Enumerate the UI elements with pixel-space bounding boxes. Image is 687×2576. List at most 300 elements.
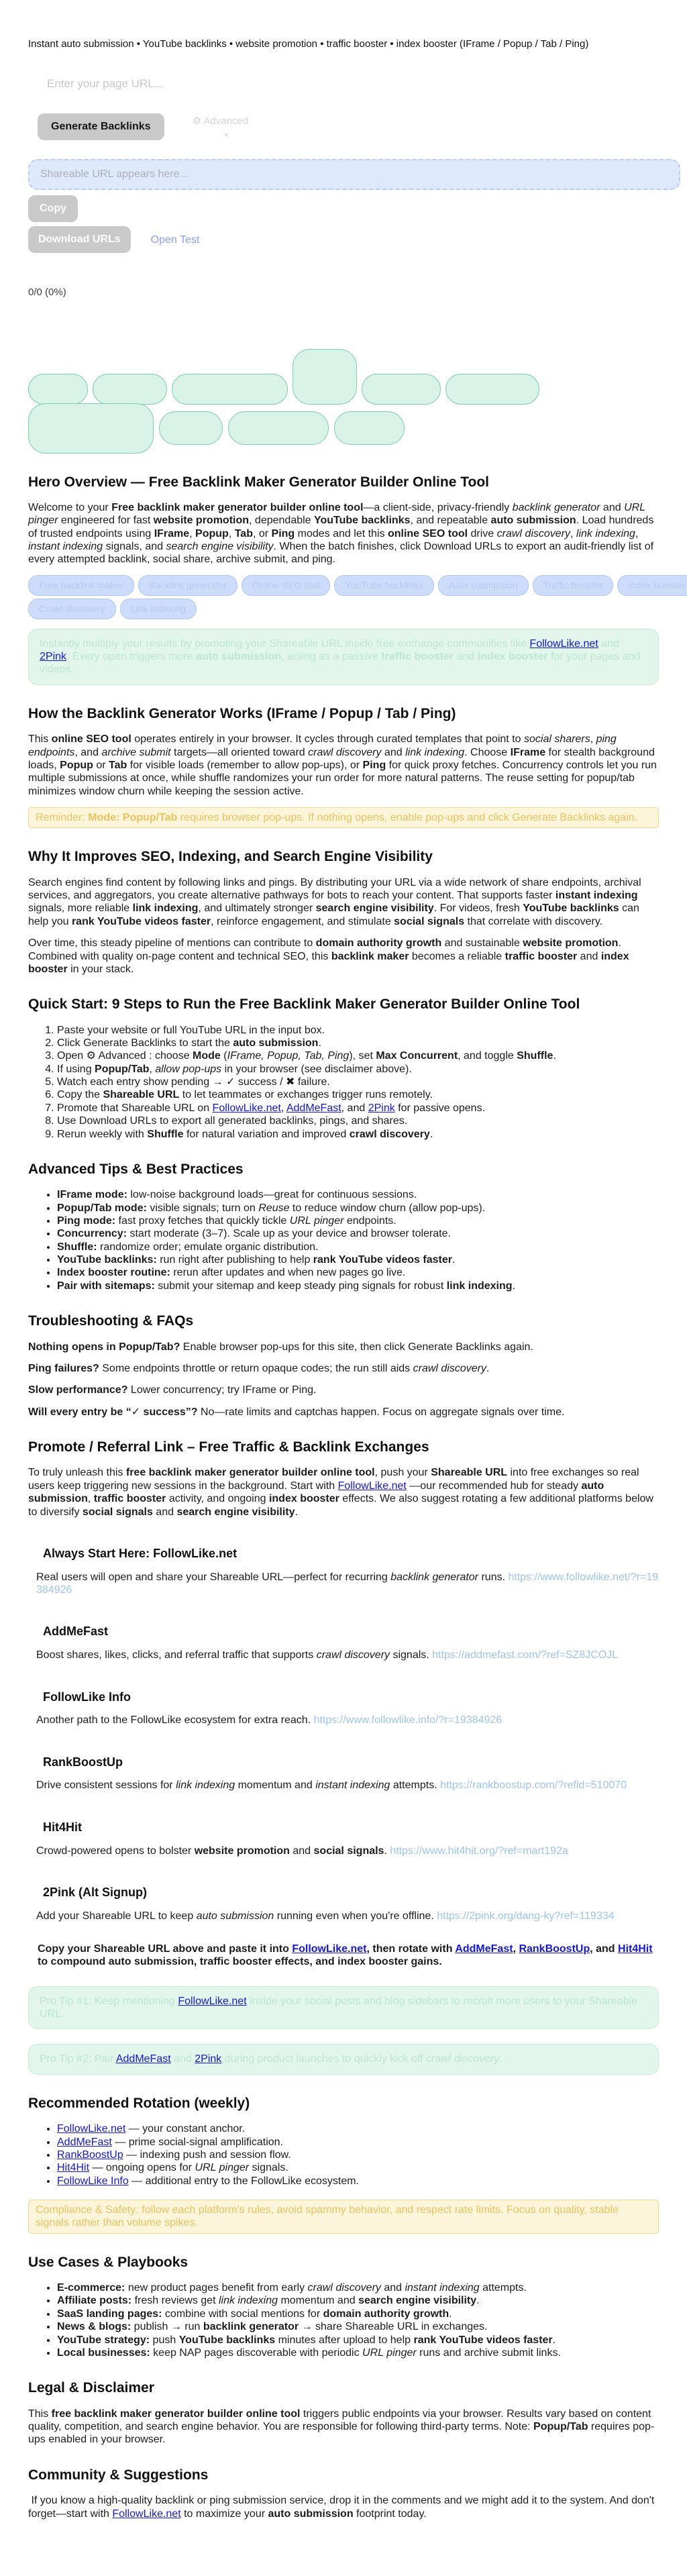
text-segment: backlink generator: [390, 1571, 479, 1583]
tip-banner: [28, 629, 659, 685]
inline-link[interactable]: FollowLike.net: [178, 1995, 247, 2007]
text-segment: , and: [74, 746, 102, 758]
referral-url-link[interactable]: https://www.followlike.info/?r=19384926: [313, 1714, 503, 1727]
text-segment: Paste your website or full YouTube URL in the input box.: [57, 1024, 325, 1036]
list-item: [57, 1024, 659, 1037]
text-segment: in your stack.: [67, 963, 134, 975]
text-segment: crawl discovery: [307, 2282, 381, 2294]
text-segment: drive: [468, 527, 497, 539]
paragraph: [28, 1466, 659, 1518]
text-segment: triggers public endpoints via your browser. Results vary based on content quality, competition, and search engine behavior. You are responsible for following third-party terms. Note:: [28, 2408, 651, 2433]
text-segment: search engine visibility: [358, 2295, 477, 2307]
text-segment: attempts.: [479, 2282, 527, 2294]
text-segment: to reduce window churn (allow pop-ups).: [289, 1202, 486, 1214]
text-segment: to maximize your: [180, 2508, 268, 2520]
text-segment: Affiliate posts:: [57, 2295, 132, 2307]
platform-card: [28, 1886, 659, 1922]
text-segment: for passive opens.: [394, 1102, 486, 1114]
platform-heading: Always Start Here: FollowLike.net: [43, 1546, 237, 1560]
text-segment: Nothing opens in Popup/Tab?: [28, 1341, 180, 1353]
list-item: [57, 1215, 659, 1227]
text-segment: that correlate with discovery.: [464, 915, 603, 927]
inline-link[interactable]: FollowLike Info: [57, 2175, 129, 2187]
text-segment: signals.: [249, 2162, 288, 2174]
shareable-url-output[interactable]: [28, 159, 680, 190]
text-segment: rank YouTube videos faster: [313, 1254, 452, 1266]
text-segment: .: [384, 1845, 390, 1857]
rotation-list: [28, 2122, 659, 2187]
text-segment: This: [28, 2408, 52, 2420]
text-segment: (: [220, 1050, 227, 1062]
text-segment: YouTube backlinks: [178, 2334, 276, 2346]
text-segment: Shuffle: [517, 1050, 553, 1062]
text-segment: Welcome to your: [28, 501, 112, 513]
meta-line: Instant auto submission • YouTube backlinks • website promotion • traffic booster • index booster (IFrame / Popup / Tab / Ping): [28, 38, 589, 50]
platform-heading: AddMeFast: [43, 1625, 109, 1639]
list-item: [57, 1253, 659, 1266]
keyword-chip: Auto submission: [438, 575, 529, 596]
text-segment: Instantly multiply your results by promoting your Shareable URL inside free exchange communities like: [40, 637, 530, 650]
inline-link[interactable]: Hit4Hit: [618, 1943, 653, 1955]
text-segment: website promotion: [194, 1845, 290, 1857]
inline-link[interactable]: 2Pink: [368, 1102, 395, 1114]
text-segment: Popup/Tab: [95, 1063, 150, 1075]
text-segment: and sustainable: [441, 937, 523, 949]
referral-url-link[interactable]: https://www.followlike.net/?r=19384926: [36, 1571, 659, 1596]
text-segment: Shuffle: [147, 1128, 184, 1140]
text-segment: Pro Tip #1: Keep mentioning: [40, 1995, 178, 2007]
inline-link[interactable]: AddMeFast: [455, 1943, 513, 1955]
progress-status: 0/0 (0%): [28, 287, 66, 299]
inline-link[interactable]: FollowLike.net: [292, 1943, 367, 1955]
list-item: [57, 1280, 659, 1292]
text-segment: Ping: [271, 527, 295, 539]
generate-row: [28, 113, 659, 140]
text-segment: link indexing: [218, 2295, 278, 2307]
text-segment: and: [380, 2282, 405, 2294]
inline-link[interactable]: FollowLike.net: [337, 1480, 407, 1492]
text-segment: link indexing: [405, 746, 465, 758]
text-segment: , acting as a passive: [281, 651, 382, 663]
text-segment: signals, more reliable: [28, 903, 133, 915]
text-segment: .: [553, 1050, 556, 1062]
text-segment: , and ultimately stronger: [198, 903, 316, 915]
referral-url-link[interactable]: https://2pink.org/dang-ky?ref=119334: [437, 1910, 615, 1922]
text-segment: Over time, this steady pipeline of mentions can contribute to: [28, 937, 316, 949]
paragraph: [28, 733, 659, 798]
text-segment: index booster: [268, 1493, 339, 1505]
text-segment: Index booster routine:: [57, 1267, 170, 1279]
text-segment: link indexing: [176, 1780, 235, 1792]
keyword-chip: Online SEO tool: [242, 575, 330, 596]
text-segment: Popup/Tab mode:: [57, 1202, 147, 1214]
text-segment: — indexing push and session flow.: [123, 2149, 291, 2161]
text-segment: URL pinger: [195, 2162, 250, 2174]
paragraph: [28, 1341, 659, 1353]
text-segment: Popup: [60, 759, 93, 771]
text-segment: Popup/Tab: [533, 2421, 588, 2433]
list-item: [57, 2334, 659, 2347]
text-segment: Concurrency:: [57, 1228, 127, 1240]
text-segment: run right after publishing to help: [156, 1254, 313, 1266]
text-segment: crawl discovery: [496, 527, 570, 539]
inline-link[interactable]: 2Pink: [40, 651, 67, 663]
text-segment: backlink maker: [331, 950, 409, 962]
text-segment: .: [452, 1254, 456, 1266]
text-segment: —a client-side, privacy-friendly: [363, 501, 513, 513]
text-segment: modes and let this: [295, 527, 388, 539]
text-segment: new product pages benefit from early: [125, 2282, 308, 2294]
text-segment: and: [381, 746, 406, 758]
referral-url-link[interactable]: https://addmefast.com/?ref=SZ8JCOJL: [432, 1649, 619, 1661]
text-segment: — your constant anchor.: [125, 2123, 246, 2135]
text-segment: and: [600, 501, 625, 513]
text-segment: News & blogs:: [57, 2321, 131, 2333]
text-segment: activity, and ongoing: [166, 1493, 269, 1505]
text-segment: auto submission: [268, 2508, 354, 2520]
text-segment: traffic booster: [505, 950, 578, 962]
text-segment: YouTube backlinks:: [57, 1254, 157, 1266]
text-segment: Local businesses:: [57, 2347, 150, 2359]
text-segment: , and repeatable: [410, 515, 491, 527]
keyword-chip: Link indexing: [120, 599, 197, 619]
text-segment: . When the batch finishes, click Download URLs to export an audit-friendly list of every attempted backlink, social share, archive submit, and ping.: [28, 541, 654, 566]
text-segment: requires browser pop-ups. If nothing opens, enable pop-ups and click Generate Backlinks again.: [177, 812, 638, 823]
list-item: [57, 1049, 659, 1062]
text-segment: ,: [228, 527, 235, 539]
paragraph: [28, 1406, 659, 1419]
text-segment: Copy your Shareable URL above and paste it into: [38, 1943, 293, 1955]
text-segment: Crowd-powered opens to bolster: [36, 1845, 195, 1857]
section-heading: Advanced Tips & Best Practices: [28, 1161, 244, 1177]
text-segment: Copy the: [57, 1089, 103, 1101]
text-segment: .: [318, 1037, 321, 1049]
text-segment: , reinforce engagement, and stimulate: [211, 915, 394, 927]
inline-link[interactable]: RankBoostUp: [57, 2149, 123, 2161]
text-segment: endpoints.: [344, 1215, 397, 1227]
text-segment: engineered for fast: [58, 515, 154, 527]
generate-backlinks-button[interactable]: Generate Backlinks: [38, 113, 164, 140]
text-segment: → share Shareable URL in exchanges.: [299, 2321, 488, 2333]
text-segment: instant indexing: [405, 2282, 480, 2294]
text-segment: IFrame, Popup, Tab, Ping: [227, 1050, 350, 1062]
text-segment: search engine visibility: [315, 903, 434, 915]
text-segment: YouTube strategy:: [57, 2334, 150, 2346]
text-segment: link indexing: [446, 1280, 513, 1292]
reminder-banner: [28, 2200, 659, 2234]
pill-placeholder: [362, 374, 441, 405]
pill-placeholder: [293, 349, 357, 405]
url-input[interactable]: [28, 74, 659, 93]
referral-url-link[interactable]: https://www.hit4hit.org/?ref=mart192a: [390, 1845, 568, 1857]
text-segment: ,: [570, 527, 576, 539]
text-segment: requires pop-ups enabled in your browser.: [28, 2421, 655, 2446]
list-item: [57, 1102, 659, 1115]
text-segment: auto submission: [196, 651, 282, 663]
platform-card: [28, 1755, 659, 1792]
text-segment: .: [449, 2308, 452, 2320]
text-segment: submit your sitemap and keep steady ping signals for robust: [154, 1280, 447, 1292]
pill-placeholder: [172, 374, 288, 405]
text-segment: Lower concurrency; try IFrame or Ping.: [127, 1384, 317, 1396]
inline-link[interactable]: AddMeFast: [115, 2053, 171, 2065]
text-segment: combine with social mentions for: [162, 2308, 323, 2320]
text-segment: Ping: [362, 759, 386, 771]
text-segment: Reuse: [258, 1202, 290, 1214]
text-segment: Real users will open and share your Shareable URL—perfect for recurring: [36, 1571, 391, 1583]
text-segment: for natural variation and improved: [183, 1128, 350, 1140]
section-heading: How the Backlink Generator Works (IFrame / Popup / Tab / Ping): [28, 705, 456, 721]
platform-heading: RankBoostUp: [43, 1755, 123, 1769]
referral-url-link[interactable]: https://rankboostup.com/?refid=510070: [440, 1780, 627, 1792]
section-heading: Hero Overview — Free Backlink Maker Generator Builder Online Tool: [28, 474, 489, 490]
text-segment: SaaS landing pages:: [57, 2308, 162, 2320]
text-segment: Reminder:: [36, 812, 89, 823]
text-segment: index booster: [477, 651, 548, 663]
text-segment: link indexing: [132, 903, 199, 915]
list-item: [57, 1128, 659, 1141]
text-segment: during product launches to quickly kick off: [221, 2053, 427, 2065]
text-segment: into free exchanges so real users keep triggering new sessions in the background. Start with: [28, 1467, 639, 1492]
tips-list: [28, 1188, 659, 1292]
text-segment: Some endpoints throttle or return opaque codes; the run still aids: [99, 1362, 413, 1374]
text-segment: signals, and: [103, 541, 166, 552]
text-segment: Boost shares, likes, clicks, and referral traffic that supports: [36, 1649, 317, 1661]
list-item: [57, 1227, 659, 1240]
text-segment: ,: [87, 1493, 94, 1505]
platform-card: [28, 1547, 659, 1596]
text-segment: or: [93, 759, 109, 771]
text-segment: for stealth background loads,: [28, 746, 655, 771]
text-segment: Drive consistent sessions for: [36, 1780, 176, 1792]
keyword-chip: Index booster: [617, 575, 687, 596]
text-segment: crawl discovery: [308, 746, 382, 758]
download-urls-button[interactable]: Download URLs: [28, 226, 131, 253]
pill-placeholder: [228, 411, 329, 445]
pill-placeholder: [159, 411, 223, 445]
text-segment: auto submission: [490, 515, 576, 527]
text-segment: visible signals; turn on: [146, 1202, 259, 1214]
text-segment: .: [429, 1128, 433, 1140]
text-segment: for visible loads (remember to allow pop-ups), or: [127, 759, 363, 771]
pill-placeholder: [334, 411, 405, 445]
text-segment: ,: [149, 1063, 156, 1075]
pill-row: [28, 349, 659, 405]
quick-start-steps: [28, 1024, 659, 1141]
text-segment: search engine visibility: [166, 541, 274, 552]
text-segment: . Every open triggers more: [66, 651, 196, 663]
section-heading: Recommended Rotation (weekly): [28, 2095, 250, 2111]
text-segment: social signals: [313, 1845, 384, 1857]
text-segment: fast proxy fetches that quickly tickle: [115, 1215, 290, 1227]
text-segment: Tab: [109, 759, 127, 771]
section-heading: Community & Suggestions: [28, 2467, 209, 2483]
text-segment: crawl discovery: [413, 1362, 486, 1374]
text-segment: Search engines find content by following links and pings. By distributing your URL via a wide network of share endpoints, archival services, and aggregators, you create alternative pathways for bots to reach your content. That supports faster: [28, 876, 641, 902]
list-item: [57, 2136, 659, 2149]
section-heading: Legal & Disclaimer: [28, 2380, 154, 2396]
text-segment: URL pinger: [362, 2347, 417, 2359]
list-item: [57, 2308, 659, 2320]
text-segment: link indexing: [576, 527, 635, 539]
paragraph: [28, 937, 659, 976]
keyword-chip: Crawl discovery: [28, 599, 116, 619]
text-segment: and: [289, 1845, 314, 1857]
list-item: [57, 1266, 659, 1279]
text-segment: push: [150, 2334, 179, 2346]
text-segment: , and toggle: [458, 1050, 517, 1062]
text-segment: attempts.: [390, 1780, 441, 1792]
text-segment: backlink generator: [512, 501, 600, 513]
text-segment: online SEO tool: [387, 527, 468, 539]
list-item: [57, 2161, 659, 2174]
text-segment: footprint today.: [353, 2508, 427, 2520]
text-segment: targets—all oriented toward: [170, 746, 309, 758]
text-segment: .: [476, 2295, 480, 2307]
platform-heading: Hit4Hit: [43, 1820, 82, 1834]
text-segment: low-noise background loads—great for continuous sessions.: [127, 1189, 417, 1201]
text-segment: running even when you're offline.: [274, 1910, 437, 1922]
text-segment: social signals: [394, 915, 465, 927]
text-segment: This: [28, 733, 52, 745]
text-segment: IFrame mode:: [57, 1189, 127, 1201]
text-segment: Mode: [193, 1050, 221, 1062]
inline-link[interactable]: FollowLike.net: [112, 2508, 181, 2520]
section-heading: Use Cases & Playbooks: [28, 2254, 189, 2270]
text-segment: , and: [341, 1102, 368, 1114]
text-segment: ,: [590, 733, 596, 745]
text-segment: momentum and: [278, 2295, 359, 2307]
paragraph: [28, 501, 659, 566]
text-segment: ), set: [349, 1050, 376, 1062]
text-segment: runs.: [478, 1571, 509, 1583]
text-segment: auto submission: [28, 1480, 604, 1505]
text-segment: and: [598, 637, 619, 650]
text-segment: . Choose: [464, 746, 511, 758]
inline-link[interactable]: FollowLike.net: [529, 637, 598, 650]
copy-button[interactable]: Copy: [28, 195, 78, 222]
text-segment: for quick proxy fetches. Concurrency controls let you run multiple submissions at once, while shuffle randomizes your run order for more natural patterns. The reuse setting for popup/tab minimizes window churn while keeping the session active.: [28, 759, 657, 797]
text-segment: To truly unleash this: [28, 1467, 126, 1479]
keyword-chip: Traffic booster: [533, 575, 614, 596]
reminder-banner: [28, 807, 659, 828]
text-segment: social signals: [82, 1506, 153, 1518]
text-segment: . Load hundreds of trusted endpoints using: [28, 515, 654, 539]
text-segment: YouTube backlinks: [314, 515, 411, 527]
text-segment: Another path to the FollowLike ecosystem for extra reach.: [36, 1714, 314, 1727]
platform-heading: FollowLike Info: [43, 1690, 131, 1704]
text-segment: for your pages and videos.: [40, 651, 641, 676]
content: [28, 349, 686, 2520]
list-item: [57, 2294, 659, 2307]
text-segment: and: [152, 1506, 177, 1518]
list-item: [57, 1037, 659, 1049]
keyword-chip: YouTube backlinks: [334, 575, 433, 596]
chevron-down-icon: ▼: [223, 132, 230, 140]
text-segment: crawl discovery: [349, 1128, 430, 1140]
text-segment: and: [454, 651, 478, 663]
cta-paragraph: [38, 1943, 659, 1969]
text-segment: E-commerce:: [57, 2282, 125, 2294]
text-segment: , and: [590, 1943, 619, 1955]
text-segment: search engine visibility: [176, 1506, 295, 1518]
text-segment: runs and archive submit links.: [416, 2347, 561, 2359]
tip-banner: [28, 2044, 659, 2074]
inline-link[interactable]: Hit4Hit: [57, 2162, 90, 2174]
text-segment: rank YouTube videos faster: [71, 915, 211, 927]
text-segment: , then rotate with: [366, 1943, 456, 1955]
inline-link[interactable]: FollowLike.net: [57, 2123, 126, 2135]
text-segment: inside your social posts and blog sidebars to recruit more users to your Shareable URL.: [40, 1995, 638, 2020]
chip-row: [28, 599, 659, 619]
text-segment: Compliance & Safety: follow each platform's rules, avoid spammy behavior, and respect rate limits. Focus on quality, stable signals rather than volume spikes.: [36, 2204, 619, 2229]
text-segment: keep NAP pages discoverable with periodic: [150, 2347, 363, 2359]
platform-description: [36, 1779, 659, 1792]
text-segment: .: [486, 1362, 490, 1374]
text-segment: URL pinger: [289, 1215, 344, 1227]
text-segment: can help you: [28, 903, 639, 927]
text-segment: If using: [57, 1063, 95, 1075]
list-item: [57, 2149, 659, 2161]
platform-card: [28, 1820, 659, 1857]
text-segment: , push your: [374, 1467, 431, 1479]
text-segment: free backlink maker generator builder online tool: [51, 2408, 301, 2420]
text-segment: Pro Tip #2: Pair: [40, 2053, 116, 2065]
inline-link[interactable]: AddMeFast: [57, 2136, 112, 2148]
text-segment: index booster: [28, 950, 629, 975]
text-segment: Tab: [234, 527, 253, 539]
text-segment: .: [499, 2053, 503, 2065]
text-segment: momentum and: [235, 1780, 316, 1792]
text-segment: IFrame: [154, 527, 190, 539]
inline-link[interactable]: FollowLike.net: [212, 1102, 281, 1114]
list-item: [57, 1115, 659, 1127]
text-segment: — additional entry to the FollowLike ecosystem.: [128, 2175, 359, 2187]
inline-link[interactable]: RankBoostUp: [519, 1943, 590, 1955]
list-item: [57, 1076, 659, 1088]
text-segment: Watch each entry show pending → ✓ success / ✖ failure.: [57, 1076, 330, 1088]
text-segment: , dependable: [249, 515, 315, 527]
text-segment: traffic booster: [381, 651, 454, 663]
platform-heading: 2Pink (Alt Signup): [43, 1885, 147, 1899]
text-segment: backlink generator: [203, 2321, 299, 2333]
open-test-link[interactable]: Open Test: [150, 234, 200, 246]
text-segment: ,: [513, 1943, 519, 1955]
advanced-toggle[interactable]: [193, 113, 249, 140]
keyword-chip: Free backlink maker: [28, 575, 134, 596]
text-segment: Popup: [195, 527, 229, 539]
pill-placeholder: [445, 374, 539, 405]
text-segment: social sharers: [523, 733, 590, 745]
text-segment: start moderate (3–7). Scale up as your device and browser tolerate.: [127, 1228, 451, 1240]
text-segment: auto submission: [196, 1910, 274, 1922]
text-segment: traffic booster: [93, 1493, 166, 1505]
text-segment: URL pinger: [28, 501, 645, 527]
text-segment: Click Generate Backlinks to start the: [57, 1037, 233, 1049]
text-segment: Shareable URL: [103, 1089, 180, 1101]
text-segment: Pair with sitemaps:: [57, 1280, 155, 1292]
platform-description: [36, 1571, 659, 1597]
text-segment: Add your Shareable URL to keep: [36, 1910, 197, 1922]
platform-card: [28, 1625, 659, 1661]
text-segment: Will every entry be “✓ success”?: [28, 1406, 198, 1418]
pill-placeholder: [28, 374, 88, 405]
text-segment: instant indexing: [28, 541, 103, 552]
inline-link[interactable]: AddMeFast: [286, 1102, 341, 1114]
list-item: [57, 1241, 659, 1253]
list-item: [57, 1088, 659, 1101]
inline-link[interactable]: 2Pink: [195, 2053, 222, 2065]
